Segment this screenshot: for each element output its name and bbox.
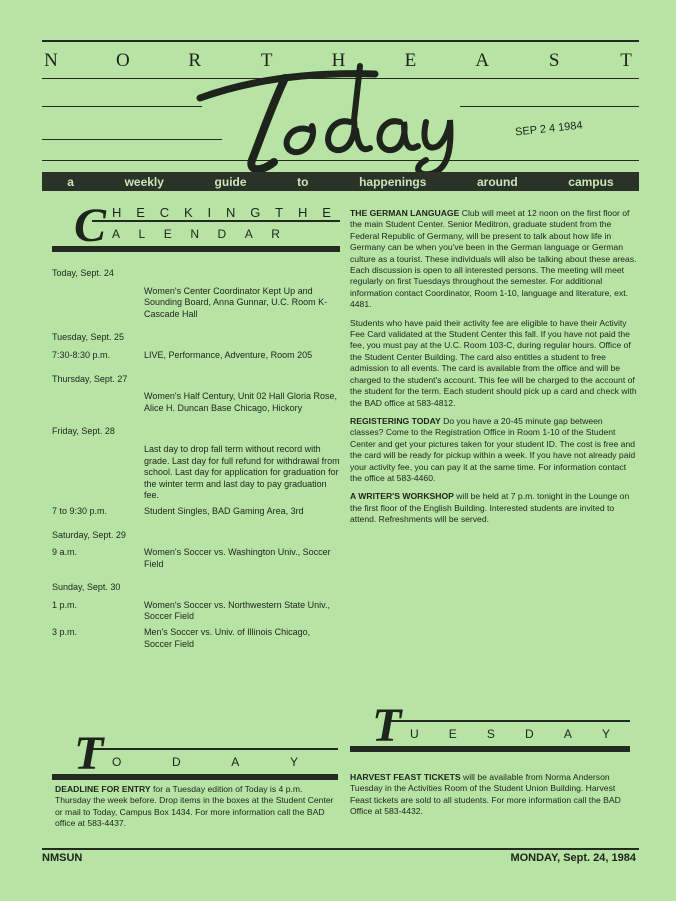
northeast-letter: R — [188, 50, 204, 71]
event-time: 1 p.m. — [52, 599, 78, 610]
banner-word: weekly — [124, 174, 164, 189]
heading-letter: K — [183, 205, 194, 220]
event-time: 3 p.m. — [52, 627, 78, 638]
calendar-column — [52, 200, 340, 654]
footer-rule — [42, 848, 639, 850]
event-desc: LIVE, Performance, Adventure, Room 205 — [144, 349, 313, 360]
tuesday-lead: HARVEST FEAST TICKETS — [350, 772, 461, 782]
calendar-day: Sunday, Sept. 30 — [52, 582, 121, 593]
heading-letter: U — [410, 727, 419, 741]
calendar-day: Tuesday, Sept. 25 — [52, 332, 125, 343]
banner-word: around — [477, 174, 518, 189]
heading-bottom-letters — [112, 227, 280, 241]
calendar-day: Saturday, Sept. 29 — [52, 529, 126, 540]
heading-letter: H — [297, 205, 309, 220]
announcement-lead: THE GERMAN LANGUAGE — [350, 208, 460, 218]
announcements-column — [350, 208, 637, 533]
event-time — [52, 444, 144, 502]
event-desc: Women's Center Coordinator Kept Up and Sounding Board, Anna Gunnar, U.C. Room K-Cascade Hall — [144, 285, 328, 319]
calendar-day: Friday, Sept. 28 — [52, 426, 115, 437]
today-heading — [52, 728, 338, 784]
heading-letter: D — [525, 727, 534, 741]
heading-initial: C — [74, 199, 107, 252]
deadline-lead: DEADLINE FOR ENTRY — [55, 784, 151, 794]
heading-letter: G — [250, 205, 262, 220]
calendar-event — [52, 350, 340, 362]
heading-letter: D — [217, 227, 227, 241]
tuesday-heading — [350, 700, 630, 756]
event-time — [52, 286, 144, 321]
calendar-event — [52, 627, 340, 650]
heading-letter: E — [448, 727, 457, 741]
announcement-text: Club will meet at 12 noon on the first floor of the main Student Center. Senior Meditron, graduate student from the Federal Republic of Germany, will be present to talk about how life in Germany can be when you've been in the German language or German culture as a tourist. These individuals will also be talking about these areas. Each discussion is open to all interested persons. The meeting will meet regularly on first Tuesdays throughout the semester. For additional information contact Coordinator, Room 1-10, language and literature, ext. 4481. — [350, 208, 637, 310]
event-desc: Student Singles, BAD Gaming Area, 3rd — [144, 505, 304, 516]
banner-word: guide — [214, 174, 247, 189]
footer-date: MONDAY, Sept. 24, 1984 — [510, 852, 636, 864]
heading-initial: T — [372, 699, 402, 752]
calendar-day: Thursday, Sept. 27 — [52, 373, 128, 384]
tagline-banner — [42, 172, 639, 191]
announcement-lead: A WRITER'S WORKSHOP — [350, 491, 454, 502]
heading-letter: O — [112, 755, 122, 769]
event-time: 7 to 9:30 p.m. — [52, 505, 108, 516]
deadline-notice — [55, 784, 337, 830]
heading-letter: L — [138, 227, 146, 241]
heading-letters — [410, 727, 610, 741]
announcement-lead: REGISTERING TODAY — [350, 415, 441, 426]
banner-word: happenings — [359, 174, 427, 189]
heading-letter: A — [112, 227, 121, 241]
heading-letter: E — [136, 205, 146, 220]
calendar-list — [52, 268, 340, 650]
calendar-event — [52, 547, 340, 570]
northeast-letter: H — [331, 50, 348, 71]
heading-letters — [112, 755, 298, 769]
calendar-event — [52, 286, 340, 321]
announcement-text: Students who have paid their activity fee are eligible to have their Activity Fee Card validated at the Student Center this fall. If you have not paid the fee, you must pay at the U.C. Room 103-C, during regular hours. Office of the Student Center Building. The card also entitles a student to free admission to all events. The card is available from the office and will be charged to the student's account. This fee will be charged to the account of the student for the term. Each student should pick up a card and check with the BAD office at 583-4812. — [350, 317, 637, 408]
event-desc: Women's Soccer vs. Washington Univ., Soccer Field — [144, 547, 331, 569]
calendar-event — [52, 506, 340, 518]
heading-letter: H — [112, 205, 123, 220]
heading-initial: T — [74, 727, 104, 780]
heading-letter: Y — [601, 727, 610, 741]
today-logo — [190, 60, 490, 180]
event-time: 7:30-8:30 p.m. — [52, 349, 111, 360]
northeast-letter: N — [44, 50, 60, 71]
announcement — [350, 208, 637, 311]
event-desc: Men's Soccer vs. Univ. of Illinois Chicago, Soccer Field — [144, 627, 311, 649]
masthead-top-rule — [42, 40, 639, 42]
heading-letter: A — [563, 727, 572, 741]
calendar-event — [52, 444, 340, 502]
event-desc: Women's Soccer vs. Northwestern State Univ., Soccer Field — [144, 599, 330, 622]
calendar-event — [52, 600, 340, 623]
northeast-letter: S — [548, 50, 562, 71]
event-desc: Last day to drop fall term without record with grade. Last day for full refund for withdrawal from school. Last day for application for graduation for the winter term and last day to pay graduation fee. — [144, 443, 340, 501]
northeast-letter: E — [404, 50, 419, 71]
masthead-rule-3 — [42, 106, 202, 107]
heading-letter: I — [207, 205, 213, 220]
heading-top-letters — [112, 205, 332, 220]
footer-publication: NMSUN — [42, 852, 83, 864]
heading-letter: R — [271, 227, 280, 241]
calendar-event — [52, 391, 340, 414]
heading-letter: D — [171, 755, 181, 769]
heading-letter: E — [322, 205, 332, 220]
announcement — [350, 491, 637, 525]
banner-word: a — [67, 174, 74, 189]
banner-word: campus — [568, 174, 614, 189]
heading-rule — [92, 220, 340, 222]
heading-letter: E — [163, 227, 172, 241]
announcement-text: will be held at 7 p.m. tonight in the Lounge on the first floor of the English Building. Interested students are invited to attend. Refreshments will be served. — [350, 491, 630, 525]
calendar-heading — [52, 200, 340, 256]
heading-letter: N — [225, 205, 237, 220]
event-desc: Women's Half Century, Unit 02 Hall Gloria Rose, Alice H. Duncan Base Chicago, Hickory — [144, 391, 337, 413]
northeast-letter: T — [260, 50, 275, 71]
calendar-day: Today, Sept. 24 — [52, 268, 114, 278]
heading-letter: Y — [289, 755, 298, 769]
tuesday-notice — [350, 772, 636, 818]
heading-rule — [390, 720, 630, 722]
date-stamp: SEP 2 4 1984 — [514, 119, 584, 139]
heading-letter: T — [275, 205, 285, 220]
heading-rule — [92, 748, 338, 750]
heading-letter: C — [159, 205, 171, 220]
heading-letter: N — [190, 227, 199, 241]
heading-letter: S — [486, 727, 495, 741]
northeast-letter: T — [620, 50, 634, 71]
announcement — [350, 416, 637, 484]
event-time: 9 a.m. — [52, 547, 78, 558]
announcement-text: Do you have a 20-45 minute gap between classes? Come to the Registration Office in Room 1-10 of the Student Center and get your pictures taken for your student ID. The cost is free and the card will be ready for pickup within a week. If you have not already paid your activity fee, you can pay it at the same time. For information contact the office at 583-4460. — [350, 415, 636, 483]
heading-letter: A — [231, 755, 240, 769]
tuesday-text: will be available from Norma Anderson Tuesday in the Activities Room of the Student Union Building. Harvest Feast tickets are sold to all students. For more information call the BAD Office at 583-4432. — [350, 772, 621, 817]
announcement — [350, 318, 637, 409]
northeast-letter: O — [116, 50, 132, 71]
deadline-text: for a Tuesday edition of Today is 4 p.m. Thursday the week before. Drop items in the boxes at the Student Center or mail to Today, Campus Box 1434. For more information call the BAD office at 583-4437. — [55, 784, 334, 829]
banner-word: to — [297, 174, 309, 189]
heading-letter: A — [244, 227, 253, 241]
northeast-letter: A — [475, 50, 492, 71]
event-time — [52, 391, 144, 414]
